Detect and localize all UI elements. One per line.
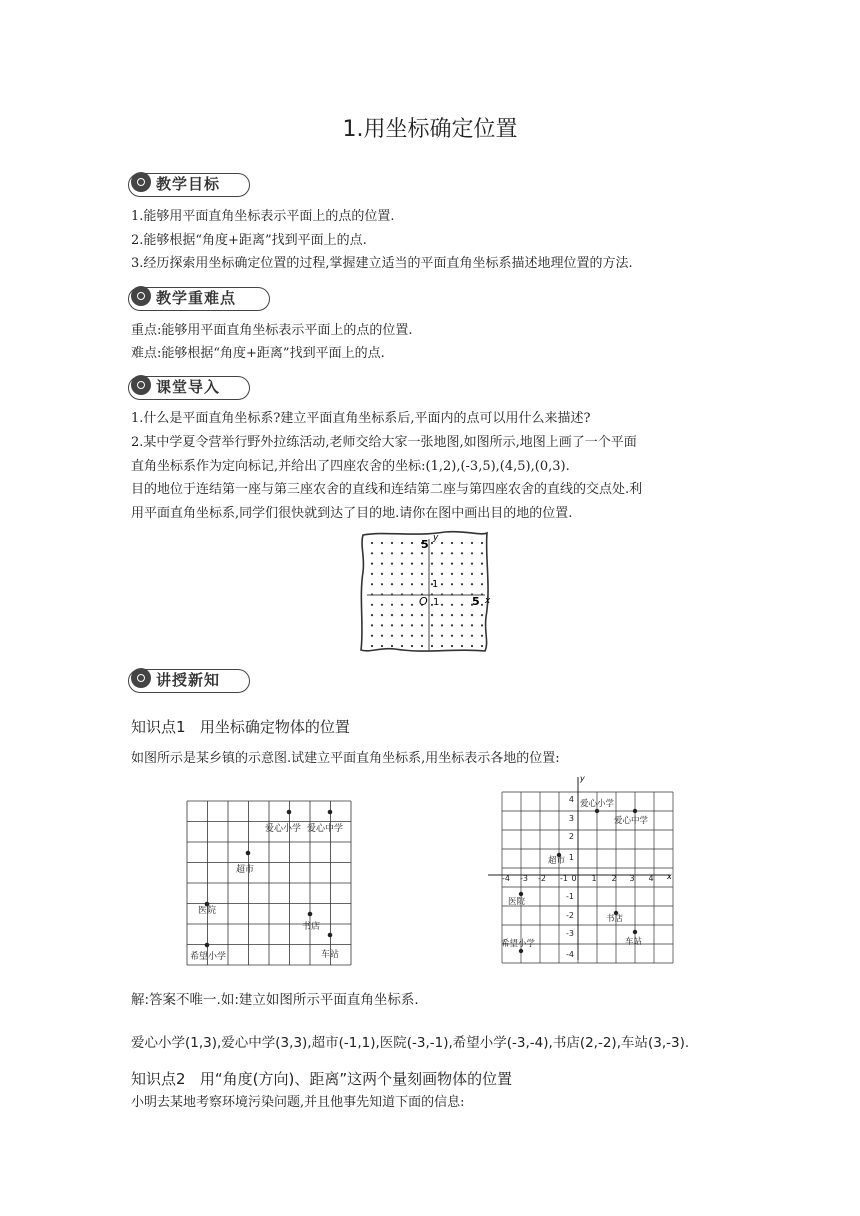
map-dot <box>441 624 443 626</box>
y-tick: 4 <box>568 795 574 804</box>
map-dot <box>401 583 403 585</box>
point-chezhan <box>633 930 637 934</box>
map-dot <box>391 573 393 575</box>
map-dot <box>461 604 463 606</box>
map-dot <box>401 645 403 647</box>
answer-line-1: 解:答案不唯一.如:建立如图所示平面直角坐标系. <box>131 992 419 1008</box>
kp-title: 用坐标确定物体的位置 <box>199 718 350 736</box>
map-dot <box>381 635 383 637</box>
map-dot <box>451 583 453 585</box>
x-tick: -1 <box>560 874 568 883</box>
map-dot <box>441 604 443 606</box>
map-dot <box>411 542 413 544</box>
answer-line-2: 爱心小学(1,3),爱心中学(3,3),超市(-1,1),医院(-3,-1),希望小学(-3,-4),书店(2,-2),车站(3,-3). <box>131 1035 690 1051</box>
section-label: 教学目标 <box>156 175 221 193</box>
map-dot <box>421 563 423 565</box>
map-dot <box>471 645 473 647</box>
map-dot <box>451 604 453 606</box>
point-chezhan <box>328 933 333 938</box>
map-dot <box>481 635 483 637</box>
map-dot <box>421 583 423 585</box>
map-dot <box>371 563 373 565</box>
map-dot <box>401 624 403 626</box>
map-dot <box>441 583 443 585</box>
map-dot <box>411 614 413 616</box>
map-dot <box>391 552 393 554</box>
map-dot <box>461 583 463 585</box>
point-yiyuan <box>519 892 523 896</box>
town-map-right <box>480 775 680 965</box>
map-dot <box>471 563 473 565</box>
map-dot <box>381 645 383 647</box>
map-dot <box>471 583 473 585</box>
kp-label: 知识点1 <box>131 718 186 736</box>
map-five-y: 5 <box>421 538 429 551</box>
map-dot <box>481 563 483 565</box>
map-dot <box>481 624 483 626</box>
map-dot <box>441 573 443 575</box>
map-dot <box>401 573 403 575</box>
map-dot <box>471 624 473 626</box>
point-chaoshi <box>246 851 251 856</box>
map-y-label: y <box>433 533 439 543</box>
map-dot <box>481 583 483 585</box>
map-dot <box>471 614 473 616</box>
y-tick: -1 <box>566 892 574 901</box>
map-dot <box>371 645 373 647</box>
map-dot <box>371 573 373 575</box>
town-map-left <box>180 795 370 970</box>
map-dot <box>471 573 473 575</box>
x-tick: -4 <box>502 874 510 883</box>
place-label: 爱心小学 <box>580 799 615 809</box>
map-dot <box>461 552 463 554</box>
map-dot <box>391 624 393 626</box>
map-dot <box>441 552 443 554</box>
place-label: 爱心中学 <box>307 824 344 834</box>
map-dot <box>431 624 433 626</box>
y-tick: -4 <box>566 950 574 959</box>
section-header-key <box>128 285 272 313</box>
map-dot <box>421 645 423 647</box>
map-dot <box>471 635 473 637</box>
map-dot <box>421 635 423 637</box>
map-dot <box>401 552 403 554</box>
map-dot <box>471 542 473 544</box>
map-dot <box>411 645 413 647</box>
point-aixin-xiaoxue <box>595 809 599 813</box>
map-five-x: 5 <box>472 595 480 608</box>
map-dot <box>471 552 473 554</box>
goal-line: 3.经历探索用坐标确定位置的过程,掌握建立适当的平面直角坐标系描述地理位置的方法. <box>131 256 633 271</box>
map-dot <box>371 552 373 554</box>
map-dot <box>401 563 403 565</box>
map-dot <box>371 604 373 606</box>
map-dot <box>461 614 463 616</box>
map-origin-label: O <box>419 595 428 608</box>
place-label: 书店 <box>302 922 321 932</box>
map-dot <box>391 645 393 647</box>
intro-line: 2.某中学夏令营举行野外拉练活动,老师交给大家一张地图,如图所示,地图上画了一个平面 <box>131 435 637 450</box>
map-dot <box>371 624 373 626</box>
map-dot <box>481 645 483 647</box>
map-dot <box>411 583 413 585</box>
section-label: 教学重难点 <box>156 289 237 307</box>
knowledge-point-1 <box>131 716 350 737</box>
map-dot <box>481 573 483 575</box>
page-title: 1.用坐标确定位置 <box>342 117 518 142</box>
y-tick: 3 <box>568 814 574 823</box>
y-tick: -2 <box>566 911 574 920</box>
place-label: 超市 <box>548 856 566 866</box>
map-dot <box>401 604 403 606</box>
map-dot <box>481 542 483 544</box>
map-dot <box>441 614 443 616</box>
map-dot <box>381 552 383 554</box>
origin-label: 0 <box>571 874 577 883</box>
map-dot <box>421 624 423 626</box>
map-dot <box>481 552 483 554</box>
y-tick: -3 <box>566 929 574 938</box>
map-dot <box>401 614 403 616</box>
map-dot <box>481 604 483 606</box>
map-dot <box>371 614 373 616</box>
map-dot <box>441 563 443 565</box>
map-dot <box>381 542 383 544</box>
x-tick: 1 <box>591 874 597 883</box>
point-aixin-zhongxue <box>328 810 333 815</box>
map-dot <box>421 552 423 554</box>
place-label: 车站 <box>321 950 340 960</box>
map-dot <box>411 604 413 606</box>
place-label: 医院 <box>198 906 217 916</box>
map-dot <box>401 635 403 637</box>
map-dot <box>421 614 423 616</box>
map-dot <box>461 645 463 647</box>
intro-line: 1.什么是平面直角坐标系?建立平面直角坐标系后,平面内的点可以用什么来描述? <box>131 411 591 426</box>
intro-line: 直角坐标系作为定向标记,并给出了四座农舍的坐标:(1,2),(-3,5),(4,5),(0,3). <box>131 459 570 474</box>
kp-title: 用“角度(方向)、距离”这两个量刻画物体的位置 <box>199 1070 513 1088</box>
x-tick: 3 <box>629 874 635 883</box>
map-dot <box>381 573 383 575</box>
knowledge-point-2 <box>131 1068 512 1089</box>
right-y-label: y <box>580 775 585 783</box>
place-label: 车站 <box>625 937 643 947</box>
section-icon <box>131 172 151 192</box>
map-dot <box>381 604 383 606</box>
map-dot <box>451 635 453 637</box>
key-line: 重点:能够用平面直角坐标表示平面上的点的位置. <box>131 323 413 338</box>
map-dot <box>371 542 373 544</box>
goal-line: 1.能够用平面直角坐标表示平面上的点的位置. <box>131 209 395 224</box>
map-dot <box>371 583 373 585</box>
map-dot <box>431 552 433 554</box>
map-dot <box>391 583 393 585</box>
kp1-text: 如图所示是某乡镇的示意图.试建立平面直角坐标系,用坐标表示各地的位置: <box>131 751 560 766</box>
section-icon <box>131 286 151 306</box>
map-one-y: 1 <box>432 579 439 590</box>
point-aixin-zhongxue <box>633 809 637 813</box>
intro-line: 用平面直角坐标系,同学们很快就到达了目的地.请你在图中画出目的地的位置. <box>131 506 573 521</box>
map-dot <box>381 563 383 565</box>
map-dot <box>381 583 383 585</box>
map-dot <box>391 614 393 616</box>
map-dot <box>461 635 463 637</box>
map-dot <box>451 552 453 554</box>
map-dot <box>411 563 413 565</box>
section-label: 讲授新知 <box>156 671 221 689</box>
map-one-x: 1 <box>433 597 440 608</box>
map-dot <box>431 614 433 616</box>
map-dot <box>451 542 453 544</box>
map-dot <box>391 563 393 565</box>
y-tick: 2 <box>568 832 574 841</box>
map-dot <box>461 542 463 544</box>
map-dot <box>441 645 443 647</box>
map-dot <box>431 573 433 575</box>
section-header-new <box>128 667 252 695</box>
map-dot <box>391 542 393 544</box>
section-label: 课堂导入 <box>156 378 221 396</box>
map-dot <box>481 614 483 616</box>
place-label: 爱心中学 <box>614 816 649 826</box>
map-dot <box>441 635 443 637</box>
map-x-label: x <box>485 596 491 606</box>
map-dot <box>451 614 453 616</box>
key-line: 难点:能够根据“角度+距离”找到平面上的点. <box>131 346 385 361</box>
section-icon <box>131 375 151 395</box>
point-xiwang <box>205 943 210 948</box>
map-dot <box>461 563 463 565</box>
goal-line: 2.能够根据“角度+距离”找到平面上的点. <box>131 233 367 248</box>
place-label: 爱心小学 <box>265 824 302 834</box>
map-dot <box>441 542 443 544</box>
x-tick: -2 <box>538 874 546 883</box>
map-dot <box>421 573 423 575</box>
map-dot <box>391 604 393 606</box>
map-dot <box>451 645 453 647</box>
map-dot <box>431 563 433 565</box>
point-xiwang <box>519 949 523 953</box>
map-figure <box>355 527 495 657</box>
map-dot <box>451 573 453 575</box>
place-label: 超市 <box>236 865 255 875</box>
place-label: 医院 <box>508 897 526 907</box>
kp-label: 知识点2 <box>131 1070 186 1088</box>
map-dot <box>451 624 453 626</box>
section-icon <box>131 668 151 688</box>
map-dot <box>431 635 433 637</box>
x-tick: -3 <box>520 874 528 883</box>
map-dot <box>461 624 463 626</box>
place-label: 书店 <box>606 914 624 924</box>
x-tick: 2 <box>611 874 617 883</box>
right-x-label: x <box>667 872 672 881</box>
place-label: 希望小学 <box>501 939 536 949</box>
y-tick: 1 <box>568 853 574 862</box>
map-dot <box>401 542 403 544</box>
section-header-goals <box>128 171 252 199</box>
map-dot <box>371 635 373 637</box>
place-label: 希望小学 <box>190 952 227 962</box>
map-dot <box>461 573 463 575</box>
x-tick: 4 <box>648 874 654 883</box>
map-dot <box>391 635 393 637</box>
intro-line: 目的地位于连结第一座与第三座农舍的直线和连结第二座与第四座农舍的直线的交点处.利 <box>131 482 643 497</box>
map-dot <box>431 645 433 647</box>
section-header-intro <box>128 374 252 402</box>
map-dot <box>411 573 413 575</box>
kp2-text: 小明去某地考察环境污染问题,并且他事先知道下面的信息: <box>131 1095 465 1110</box>
map-dot <box>381 614 383 616</box>
map-dot <box>451 563 453 565</box>
point-shudian <box>308 912 313 917</box>
map-dot <box>411 552 413 554</box>
point-aixin-xiaoxue <box>287 810 292 815</box>
map-dot <box>381 624 383 626</box>
map-dot <box>411 624 413 626</box>
map-dot <box>411 635 413 637</box>
